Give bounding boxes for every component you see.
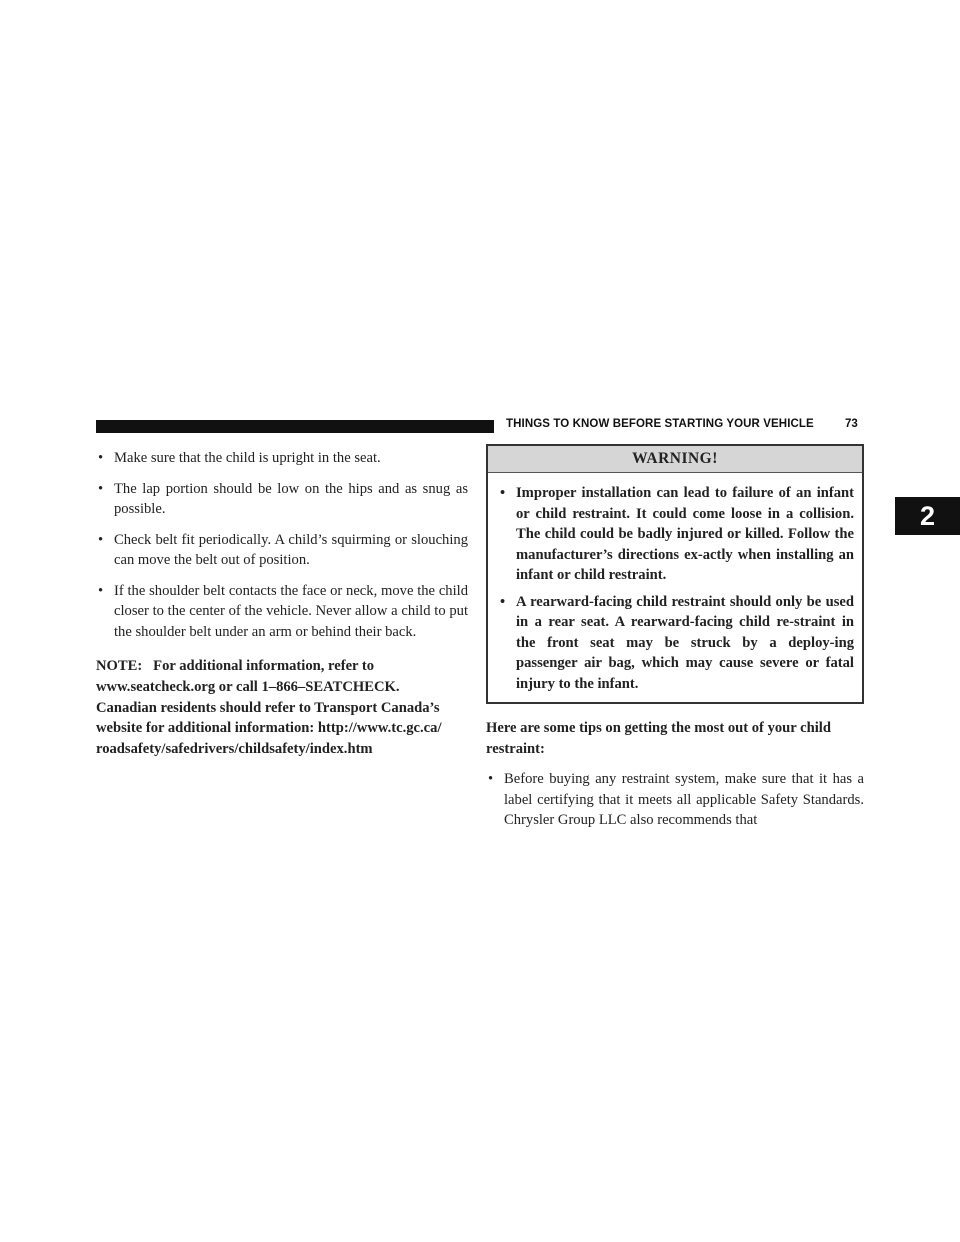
bullet-icon: • xyxy=(98,582,104,599)
list-item: • Before buying any restraint system, make sure that it has a label certifying that it meets all applicable Safety Standards. Chrysler Group LLC also recommends that xyxy=(488,771,864,828)
page-number: 73 xyxy=(845,418,858,430)
warning-item: • A rearward-facing child restraint should only be used in a rear seat. A rearward-facing child re-straint in the front seat may be struck by a deploy-ing passenger air bag, which may cause severe or fatal injury to the infant. xyxy=(500,593,854,692)
note-paragraph xyxy=(96,656,468,760)
left-column xyxy=(96,448,468,760)
bullet-icon: • xyxy=(98,450,104,466)
warning-title: WARNING! xyxy=(488,446,862,473)
bullet-icon: • xyxy=(500,593,506,610)
header-rule-bar xyxy=(96,420,494,433)
warning-body xyxy=(488,473,862,702)
bullet-icon: • xyxy=(98,531,104,548)
bullet-icon: • xyxy=(500,485,506,501)
note-line[interactable]: www.seatcheck.org or call 1–866–SEATCHECK. xyxy=(96,678,400,695)
list-item: • Make sure that the child is upright in the seat. xyxy=(96,448,468,469)
list-item: • The lap portion should be low on the hips and as snug as possible. xyxy=(98,480,468,517)
note-line[interactable]: roadsafety/safedrivers/childsafety/index.htm xyxy=(96,741,373,758)
section-header-title: THINGS TO KNOW BEFORE STARTING YOUR VEHICLE xyxy=(506,418,814,430)
list-item: • Check belt fit periodically. A child’s squirming or slouching can move the belt out of position. xyxy=(98,531,468,568)
bullet-icon: • xyxy=(98,480,104,497)
list-item: • If the shoulder belt contacts the face or neck, move the child closer to the center of the vehicle. Never allow a child to put the shoulder belt under an arm or behind their back. xyxy=(98,582,468,640)
note-line: Canadian residents should refer to Transport Canada’s xyxy=(96,699,440,716)
warning-item: • Improper installation can lead to failure of an infant or child restraint. It could come loose in a collision. The child could be badly injured or killed. Follow the manufacturer’s directions ex-actly when installing an infant or child restraint. xyxy=(500,485,854,583)
warning-box xyxy=(486,444,864,704)
tips-intro: Here are some tips on getting the most out of your child restraint: xyxy=(486,720,831,757)
right-column xyxy=(486,444,864,841)
note-line: NOTE: For additional information, refer to xyxy=(96,658,375,674)
note-line[interactable]: website for additional information: http://www.tc.gc.ca/ xyxy=(96,720,442,737)
bullet-icon: • xyxy=(488,771,494,787)
chapter-tab[interactable]: 2 xyxy=(895,497,960,535)
